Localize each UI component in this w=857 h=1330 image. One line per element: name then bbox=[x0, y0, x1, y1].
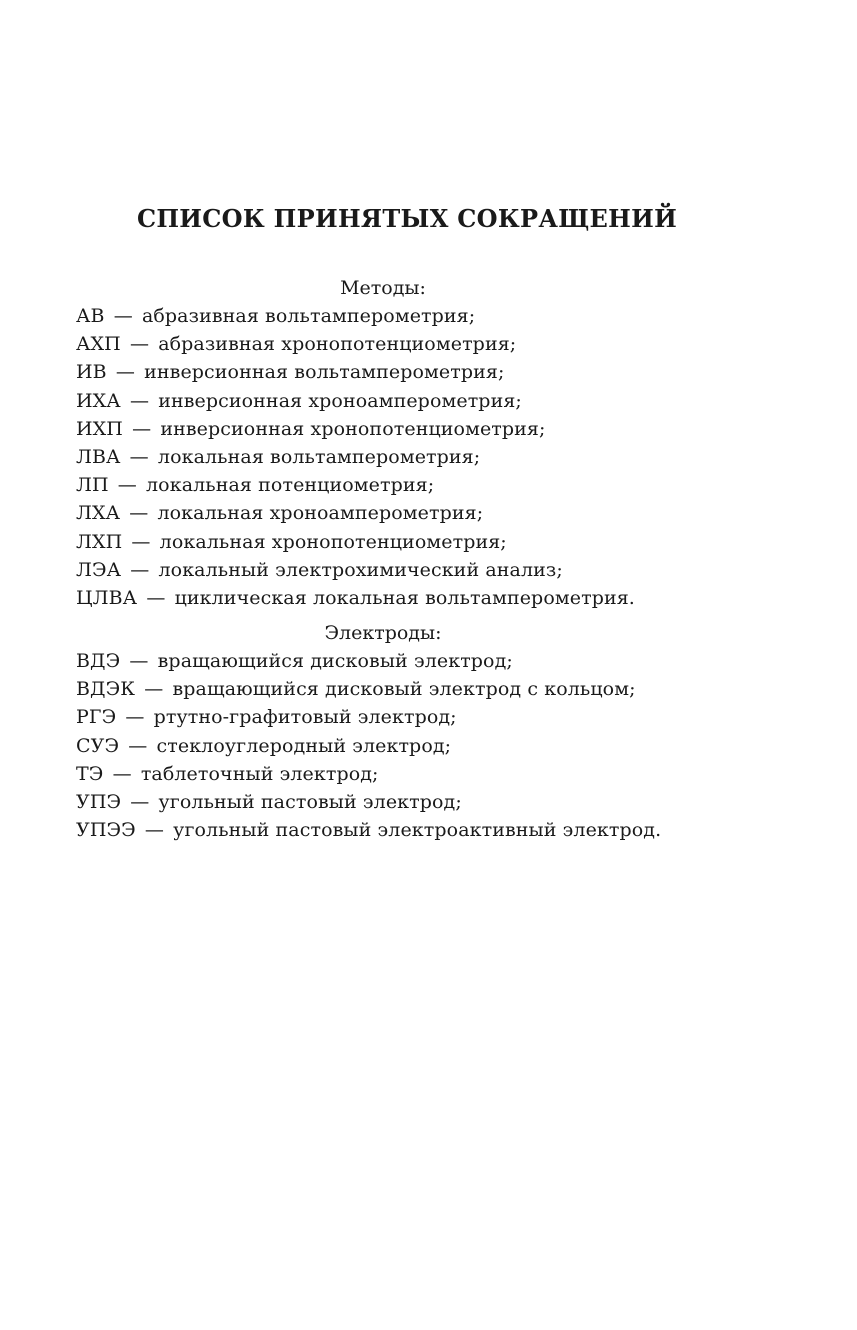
abbreviation-term: ТЭ bbox=[76, 762, 104, 785]
abbreviation-term: ЛХП bbox=[76, 530, 123, 553]
abbreviation-separator: — bbox=[129, 445, 149, 468]
abbreviation-separator: — bbox=[115, 361, 135, 384]
abbreviation-definition: вращающийся дисковый электрод; bbox=[157, 650, 513, 673]
abbreviation-definition: абразивная хронопотенциометрия; bbox=[158, 333, 517, 356]
abbreviation-item bbox=[76, 387, 736, 415]
abbreviation-term: АВ bbox=[76, 305, 105, 327]
abbreviation-definition: локальный электрохимический анализ; bbox=[158, 558, 563, 581]
abbreviation-separator: — bbox=[129, 389, 150, 412]
abbreviation-separator: — bbox=[128, 734, 148, 757]
abbreviation-item bbox=[76, 443, 736, 471]
abbreviation-separator: — bbox=[130, 791, 150, 813]
abbreviation-item bbox=[76, 302, 736, 330]
abbreviation-term: РГЭ bbox=[76, 706, 117, 729]
abbreviation-definition: инверсионная вольтамперометрия; bbox=[144, 361, 505, 384]
abbreviation-definition: циклическая локальная вольтамперометрия. bbox=[174, 586, 635, 609]
abbreviation-term: ИВ bbox=[76, 361, 107, 384]
abbreviation-separator: — bbox=[112, 762, 132, 785]
abbreviation-separator: — bbox=[144, 678, 164, 701]
abbreviation-item bbox=[76, 584, 736, 612]
abbreviation-item bbox=[76, 330, 736, 358]
abbreviation-separator: — bbox=[113, 305, 133, 327]
abbreviation-separator: — bbox=[125, 706, 145, 729]
abbreviation-item bbox=[76, 788, 736, 816]
abbreviation-definition: инверсионная хроноамперометрия; bbox=[158, 389, 522, 412]
abbreviation-item bbox=[76, 499, 736, 527]
page-title: СПИСОК ПРИНЯТЫХ СОКРАЩЕНИЙ bbox=[136, 204, 678, 233]
abbreviation-separator: — bbox=[144, 819, 165, 842]
abbreviation-definition: инверсионная хронопотенциометрия; bbox=[160, 417, 546, 440]
abbreviation-separator: — bbox=[129, 502, 149, 525]
abbreviation-separator: — bbox=[129, 650, 149, 673]
abbreviation-separator: — bbox=[146, 586, 166, 609]
methods-heading: Методы: bbox=[340, 277, 426, 299]
abbreviation-separator: — bbox=[132, 417, 152, 440]
abbreviation-term: ЦЛВА bbox=[76, 586, 138, 609]
abbreviation-term: ЛХА bbox=[76, 502, 121, 525]
abbreviation-term: СУЭ bbox=[76, 734, 120, 757]
abbreviation-term: УПЭЭ bbox=[76, 819, 136, 842]
abbreviation-definition: вращающийся дисковый электрод с кольцом; bbox=[172, 678, 636, 701]
abbreviation-term: ЛЭА bbox=[76, 558, 122, 581]
abbreviation-definition: таблеточный электрод; bbox=[140, 762, 379, 785]
electrodes-heading: Электроды: bbox=[324, 622, 442, 645]
abbreviation-item bbox=[76, 732, 736, 760]
abbreviation-definition: локальная хронопотенциометрия; bbox=[159, 530, 507, 553]
abbreviation-term: ИХА bbox=[76, 389, 121, 412]
abbreviation-definition: угольный пастовый электроактивный электрод. bbox=[173, 819, 662, 842]
abbreviation-definition: стеклоуглеродный электрод; bbox=[156, 734, 452, 757]
abbreviation-item bbox=[76, 816, 736, 844]
abbreviation-separator: — bbox=[131, 530, 151, 553]
abbreviation-item bbox=[76, 528, 736, 556]
abbreviation-item bbox=[76, 415, 736, 443]
abbreviation-item bbox=[76, 647, 736, 675]
abbreviations-content bbox=[76, 274, 736, 844]
abbreviation-definition: локальная хроноамперометрия; bbox=[157, 502, 484, 525]
abbreviation-definition: ртутно-графитовый электрод; bbox=[153, 706, 457, 729]
abbreviation-definition: абразивная вольтамперометрия; bbox=[141, 305, 476, 327]
abbreviation-term: ИХП bbox=[76, 417, 123, 440]
abbreviation-separator: — bbox=[129, 333, 150, 356]
abbreviation-definition: локальная потенциометрия; bbox=[146, 474, 435, 497]
abbreviation-item bbox=[76, 358, 736, 386]
abbreviation-separator: — bbox=[130, 558, 150, 581]
abbreviation-item bbox=[76, 703, 736, 731]
abbreviation-separator: — bbox=[117, 474, 137, 497]
abbreviation-term: ВДЭК bbox=[76, 678, 136, 701]
abbreviation-item bbox=[76, 760, 736, 788]
abbreviation-item bbox=[76, 556, 736, 584]
abbreviation-term: АХП bbox=[76, 333, 121, 356]
electrodes-list bbox=[76, 647, 736, 844]
abbreviation-definition: угольный пастовый электрод; bbox=[158, 791, 462, 813]
abbreviation-term: ЛП bbox=[76, 474, 109, 497]
abbreviation-term: ЛВА bbox=[76, 445, 121, 468]
methods-list bbox=[76, 302, 736, 612]
abbreviation-term: ВДЭ bbox=[76, 650, 121, 673]
abbreviation-item bbox=[76, 675, 736, 703]
abbreviation-definition: локальная вольтамперометрия; bbox=[157, 445, 481, 468]
abbreviation-item bbox=[76, 471, 736, 499]
abbreviation-term: УПЭ bbox=[76, 791, 122, 813]
